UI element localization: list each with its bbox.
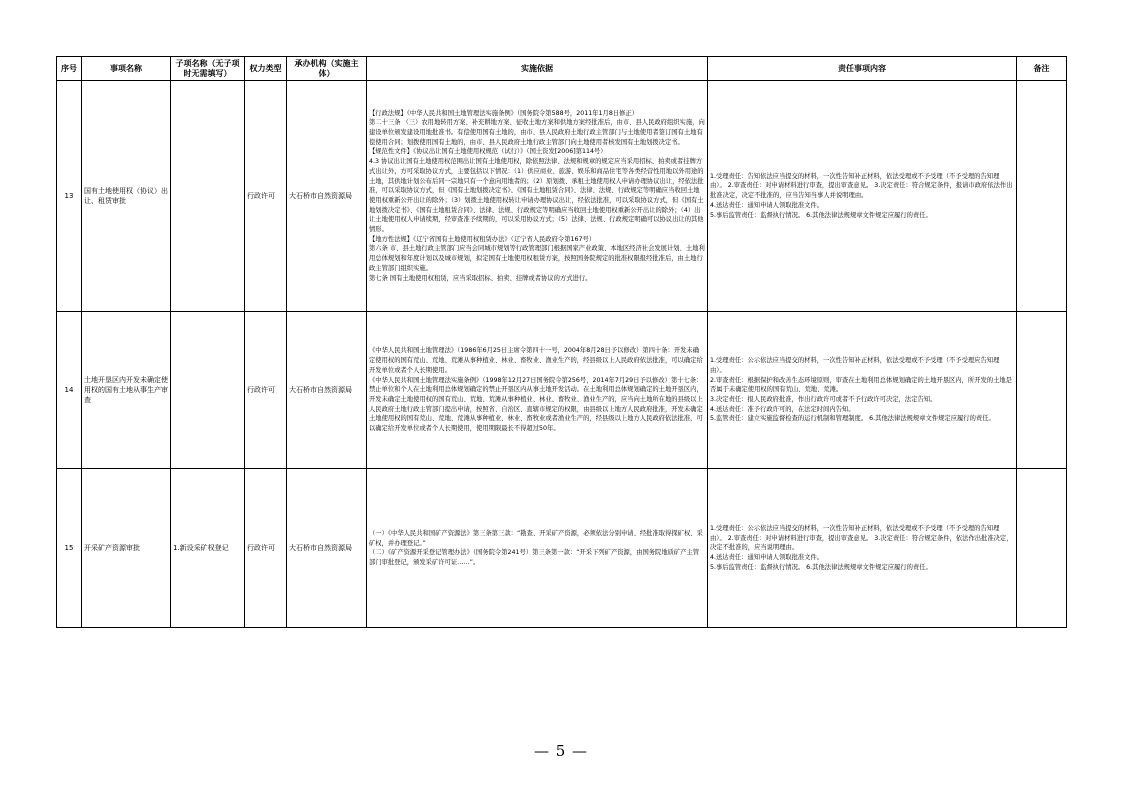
cell-sub-item bbox=[171, 311, 245, 469]
cell-remarks bbox=[1017, 311, 1067, 469]
header-remarks: 备注 bbox=[1017, 57, 1067, 81]
cell-responsibility: 1.受理责任：告知依法应当提交的材料，一次性告知补正材料，依法受理或不予受理（不予受理的告知理由）。 2.审查责任：对申请材料进行审查，提出审查意见。 3.决定责任：符合规定条件，报请市政府依法作出批准决定，决定不批准的，应当告知当事人并说明理由。 4.送达责任：通知申请人领取批准文件。 5.事后监管责任：监督执行情况。 6.其他法律法规规章文件规定应履行的责任。 bbox=[708, 81, 1017, 312]
cell-agency: 大石桥市自然资源局 bbox=[287, 311, 367, 469]
header-basis: 实施依据 bbox=[367, 57, 708, 81]
cell-basis: 《中华人民共和国土地管理法》（1986年6月25日主席令第四十一号，2004年8月28日予以修改）第四十条：开发未确定使用权的国有荒山、荒地、荒滩从事种植业、林业、畜牧业、渔业生产的，经县级以上人民政府依法批准，可以确定给开发单位或者个人长期使用。 《中华人民共和国土地管理法实施条例》（1998年12月27日国务院令第256号，2014年7月29日予以修改）第十七条：禁止单位和个人在土地利用总体规划确定的禁止开垦区内从事土地开发活动。在土地利用总体规划确定的土地开垦区内，开发未确定土地使用权的国有荒山、荒地、荒滩从事种植业、林业、畜牧业、渔业生产的，应当向土地所在地的县级以上人民政府土地行政主管部门提出申请，按照省、自治区、直辖市规定的权限，由县级以上地方人民政府批准，开发未确定土地使用权的国有荒山、荒地、荒滩从事种植业、林业、畜牧业或者渔业生产的，经县级以上地方人民政府依法批准，可以确定给开发单位或者个人长期使用，使用期限最长不得超过50年。 bbox=[367, 311, 708, 469]
cell-seq: 15 bbox=[57, 469, 82, 628]
cell-seq: 14 bbox=[57, 311, 82, 469]
responsibility-list-table bbox=[56, 56, 1067, 628]
table-row bbox=[57, 311, 1067, 469]
page-number: — 5 — bbox=[533, 742, 589, 760]
cell-item-name: 开采矿产资源审批 bbox=[82, 469, 171, 628]
cell-power-type: 行政许可 bbox=[245, 469, 287, 628]
header-agency: 承办机构（实施主体） bbox=[287, 57, 367, 81]
cell-sub-item: 1.新设采矿权登记 bbox=[171, 469, 245, 628]
cell-remarks bbox=[1017, 81, 1067, 312]
cell-basis: 【行政法规】《中华人民共和国土地管理法实施条例》（国务院令第588号，2011年1月8日修正） 第二十三条 （三）农用地转用方案、补充耕地方案、征收土地方案和供地方案经批准后，由市、县人民政府组织实施，向建设单位颁发建设用地批准书。有偿使用国有土地的，由市、县人民政府土地行政主管部门与土地使用者签订国有土地有偿使用合同；划拨使用国有土地的，由市、县人民政府土地行政主管部门向土地使用者核发国有土地划拨决定书。 【规范性文件】《协议出让国有土地使用权规范（试行）》（国土资发[2006]第114号） 4.3 协议出让国有土地使用权范围出让国有土地使用权，除依照法律、法规和规章的规定应当采用招标、拍卖或者挂牌方式出让外，方可采取协议方式，主要包括以下情况：（1）供应商业、旅游、娱乐和商品住宅等各类经营性用地以外用途的土地，其供地计划公布后同一宗地只有一个意向用地者的；（2）原划拨、承租土地使用权人申请办理协议出让，经依法批准，可以采取协议方式，但《国有土地划拨决定书》、《国有土地租赁合同》、法律、法规、行政规定等明确应当收回土地使用权重新公开出让的除外；（3）划拨土地使用权转让申请办理协议出让，经依法批准，可以采取协议方式，但《国有土地划拨决定书》、《国有土地租赁合同》、法律、法规、行政规定等明确应当收回土地使用权重新公开出让的除外；（4）出让土地使用权人申请续期，经审查准予续期的，可以采用协议方式；（5）法律、法规、行政规定明确可以协议出让的其他情形。 【地方性法规】《辽宁省国有土地使用权租赁办法》（辽宁省人民政府令第167号） 第六条 市、县土地行政主管部门应当会同城市规划等行政管理部门根据国家产业政策、本地区经济社会发展计划、土地利用总体规划和年度计划以及城市规划，拟定国有土地使用权租赁方案，按照国务院规定的批准权限报经批准后，由土地行政主管部门组织实施。 第七条 国有土地使用权租赁，应当采取招标、拍卖、挂牌或者协议的方式进行。 bbox=[367, 81, 708, 312]
cell-responsibility: 1.受理责任：公示依法应当提交的材料，一次性告知补正材料，依法受理或不予受理（不予受理应告知理由）。 2.审查责任：根据保护和改善生态环境原则，审查在土地利用总体规划确定的土地开垦区内，所开发的土地是否属于未确定使用权的国有荒山、荒地、荒滩。 3.决定责任：报人民政府批准，作出行政许可或者不予行政许可决定，法定告知。 4.送达责任：准予行政许可的，在法定时间内告知。 5.监管责任：建立实施监督检查的运行机制和管理制度。 6.其他法律法规规章文件规定应履行的责任。 bbox=[708, 311, 1017, 469]
cell-responsibility: 1.受理责任：公示依法应当提交的材料，一次性告知补正材料，依法受理或不予受理（不予受理的告知理由）。 2.审查责任：对申请材料进行审查，提出审查意见。 3.决定责任：符合规定条件，依法作出批准决定，决定不批准的，应当说明理由。 4.送达责任：通知申请人领取批准文件。 5.事后监管责任：监督执行情况。 6.其他法律法规规章文件规定应履行的责任。 bbox=[708, 469, 1017, 628]
header-responsibility: 责任事项内容 bbox=[708, 57, 1017, 81]
cell-item-name: 土地开垦区内开发未确定使用权的国有土地从事生产审查 bbox=[82, 311, 171, 469]
table-row bbox=[57, 81, 1067, 312]
cell-basis: （一）《中华人民共和国矿产资源法》第三条第三款：“勘查、开采矿产资源，必须依法分别申请、经批准取得探矿权、采矿权，并办理登记。” （二）《矿产资源开采登记管理办法》（国务院令第241号）第三条第一款：“开采下列矿产资源，由国务院地质矿产主管部门审批登记，颁发采矿许可证……”。 bbox=[367, 469, 708, 628]
cell-power-type: 行政许可 bbox=[245, 311, 287, 469]
header-seq: 序号 bbox=[57, 57, 82, 81]
cell-power-type: 行政许可 bbox=[245, 81, 287, 312]
cell-item-name: 国有土地使用权（协议）出让、租赁审批 bbox=[82, 81, 171, 312]
cell-agency: 大石桥市自然资源局 bbox=[287, 81, 367, 312]
header-power-type: 权力类型 bbox=[245, 57, 287, 81]
cell-sub-item bbox=[171, 81, 245, 312]
header-sub-item: 子项名称（无子项时无需填写） bbox=[171, 57, 245, 81]
cell-agency: 大石桥市自然资源局 bbox=[287, 469, 367, 628]
cell-remarks bbox=[1017, 469, 1067, 628]
cell-seq: 13 bbox=[57, 81, 82, 312]
table-row bbox=[57, 469, 1067, 628]
table-header-row bbox=[57, 57, 1067, 81]
header-item-name: 事项名称 bbox=[82, 57, 171, 81]
